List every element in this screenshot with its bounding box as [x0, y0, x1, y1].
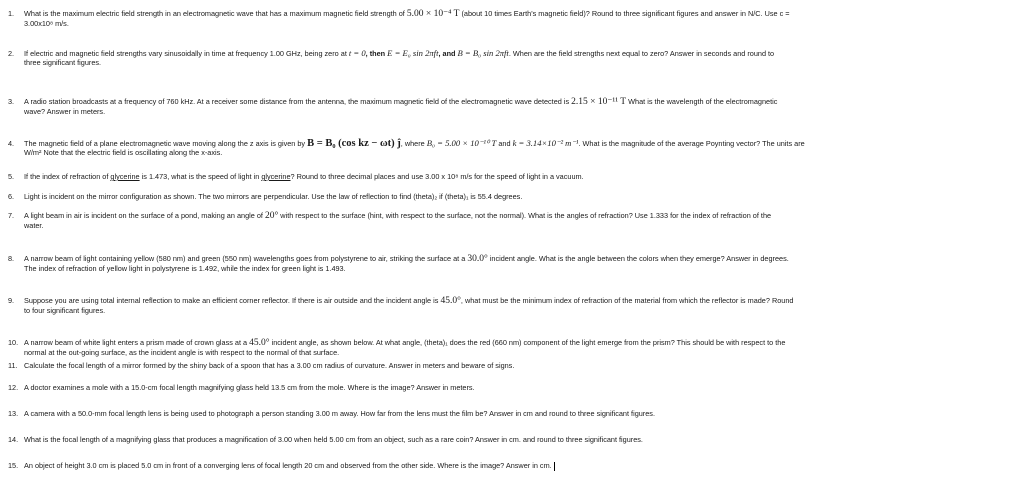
question-number: 2.: [8, 49, 15, 58]
question-text: A radio station broadcasts at a frequency of 760 kHz. At a receiver some distance from the antenna, the maximum magnetic field of the electromagnetic wave detected is: [24, 97, 570, 106]
question-text: is 1.473, what is the speed of light in: [141, 172, 260, 181]
equation: B = B₀ (cos kz − ωt) ĵ: [307, 138, 401, 149]
question-13: [8, 409, 1014, 418]
question-text: If the index of refraction of: [24, 172, 109, 181]
question-text: Calculate the focal length of a mirror formed by the shiny back of a spoon that has a 3.00 cm radius of curvature. Answer in meters and beware of signs.: [24, 361, 515, 370]
equation: 2.15 × 10⁻¹¹ T: [571, 97, 627, 107]
question-4: [8, 139, 1014, 158]
question-text: , what must be the minimum index of refraction of the material from which the reflector is made? Round: [460, 296, 794, 305]
question-text: water.: [24, 221, 44, 231]
equation: B₀ = 5.00 × 10⁻¹⁰ T: [426, 138, 497, 148]
equation: t = 0: [348, 48, 366, 58]
equation: 20°: [264, 211, 279, 221]
question-text: . What is the magnitude of the average Poynting vector? The units are: [578, 139, 805, 148]
question-text: , then: [365, 49, 386, 58]
question-text: A doctor examines a mole with a 15.0-cm focal length magnifying glass held 13.5 cm from the mole. Where is the image? Answer in meters.: [24, 383, 475, 392]
question-2: [8, 49, 1014, 68]
question-number: 6.: [8, 192, 15, 201]
question-number: 11.: [8, 361, 18, 370]
question-number: 7.: [8, 211, 15, 220]
equation: E = E₀ sin 2πft: [387, 48, 439, 58]
equation: 45.0°: [249, 338, 270, 348]
question-number: 15.: [8, 461, 19, 470]
question-text: The index of refraction of yellow light in polystyrene is 1.492, while the index for green light is 1.493.: [24, 264, 346, 274]
equation: 30.0°: [467, 254, 488, 264]
question-text: W/m² Note that the electric field is oscillating along the x-axis.: [24, 148, 223, 158]
question-text: (about 10 times Earth's magnetic field)? Round to three significant figures and answer in N/C. Use c =: [461, 9, 790, 18]
question-number: 13.: [8, 409, 19, 418]
question-text: 3.00x10⁸ m/s.: [24, 19, 69, 29]
question-text: . When are the field strengths next equal to zero? Answer in seconds and round to: [508, 49, 775, 58]
question-12: [8, 383, 1014, 392]
question-text: An object of height 3.0 cm is placed 5.0 cm in front of a converging lens of focal length 20 cm and observed from the other side. Where is the image? Answer in cm.: [24, 461, 552, 470]
text-cursor: [554, 462, 555, 471]
question-8: [8, 254, 1014, 274]
question-text: three significant figures.: [24, 58, 102, 68]
question-11: [8, 361, 1014, 370]
question-number: 1.: [8, 9, 15, 18]
question-7: [8, 211, 1014, 231]
question-text: , and: [438, 49, 456, 58]
question-text: A narrow beam of light containing yellow (580 nm) and green (550 nm) wavelengths goes from polystyrene to air, striking the surface at a: [24, 254, 466, 263]
question-text: and: [498, 139, 511, 148]
question-number: 4.: [8, 139, 15, 148]
question-number: 8.: [8, 254, 15, 263]
misspelled-word: glycerine: [110, 172, 140, 181]
question-text: Suppose you are using total internal reflection to make an efficient corner reflector. If there is air outside and the incident angle is: [24, 296, 439, 305]
equation: k = 3.14×10⁻² m⁻¹: [512, 138, 579, 148]
question-text: The magnetic field of a plane electromagnetic wave moving along the z axis is given by: [24, 139, 306, 148]
question-text: ? Round to three decimal places and use 3.00 x 10⁸ m/s for the speed of light in a vacuum.: [290, 172, 584, 181]
question-text: What is the wavelength of the electromagnetic: [628, 97, 778, 106]
question-14: [8, 435, 1014, 444]
question-9: [8, 296, 1014, 316]
question-text: normal at the out-going surface, as the incident angle is with respect to the normal of that surface.: [24, 348, 340, 358]
question-15[interactable]: [8, 461, 1014, 471]
question-text: with respect to the surface (hint, with respect to the surface, not the normal). What is the angles of refraction? Use 1.333 for the index of refraction of the: [280, 211, 772, 220]
question-text: incident angle. What is the angle between the colors when they emerge? Answer in degrees.: [489, 254, 789, 263]
question-text: A narrow beam of white light enters a prism made of crown glass at a: [24, 338, 248, 347]
question-text: incident angle, as shown below. At what angle, (theta)₁ does the red (660 nm) component of the light emerge from the prism? This should be with respect to the: [271, 338, 786, 347]
question-1: [8, 9, 1014, 29]
question-text: , where: [400, 139, 425, 148]
question-text: A light beam in air is incident on the surface of a pond, making an angle of: [24, 211, 263, 220]
question-text: What is the focal length of a magnifying glass that produces a magnification of 3.00 when held 5.00 cm from an object, such as a rare coin? Answer in cm. and round to three significant figures.: [24, 435, 643, 444]
question-text: If electric and magnetic field strengths vary sinusoidally in time at frequency 1.00 GHz, being zero at: [24, 49, 347, 58]
question-3: [8, 97, 1014, 117]
question-number: 3.: [8, 97, 15, 106]
equation: 5.00 × 10⁻⁴ T: [406, 9, 460, 19]
equation: B = B₀ sin 2πft: [457, 48, 509, 58]
question-5: [8, 172, 1014, 181]
question-text: Light is incident on the mirror configuration as shown. The two mirrors are perpendicular. Use the law of reflection to find (theta)₂ if (theta)₁ is 55.4 degrees.: [24, 192, 523, 201]
question-text: wave? Answer in meters.: [24, 107, 106, 117]
question-10: [8, 338, 1014, 358]
question-text: A camera with a 50.0-mm focal length lens is being used to photograph a person standing 3.00 m away. How far from the lens must the film be? Answer in cm and round to three significant figures.: [24, 409, 655, 418]
question-number: 12.: [8, 383, 19, 392]
question-number: 14.: [8, 435, 19, 444]
equation: 45.0°: [440, 296, 461, 306]
question-6: [8, 192, 1014, 201]
question-text: to four significant figures.: [24, 306, 106, 316]
misspelled-word: glycerine: [261, 172, 291, 181]
question-number: 10.: [8, 338, 19, 347]
question-text: What is the maximum electric field strength in an electromagnetic wave that has a maximum magnetic field strength of: [24, 9, 405, 18]
question-number: 5.: [8, 172, 15, 181]
question-number: 9.: [8, 296, 15, 305]
